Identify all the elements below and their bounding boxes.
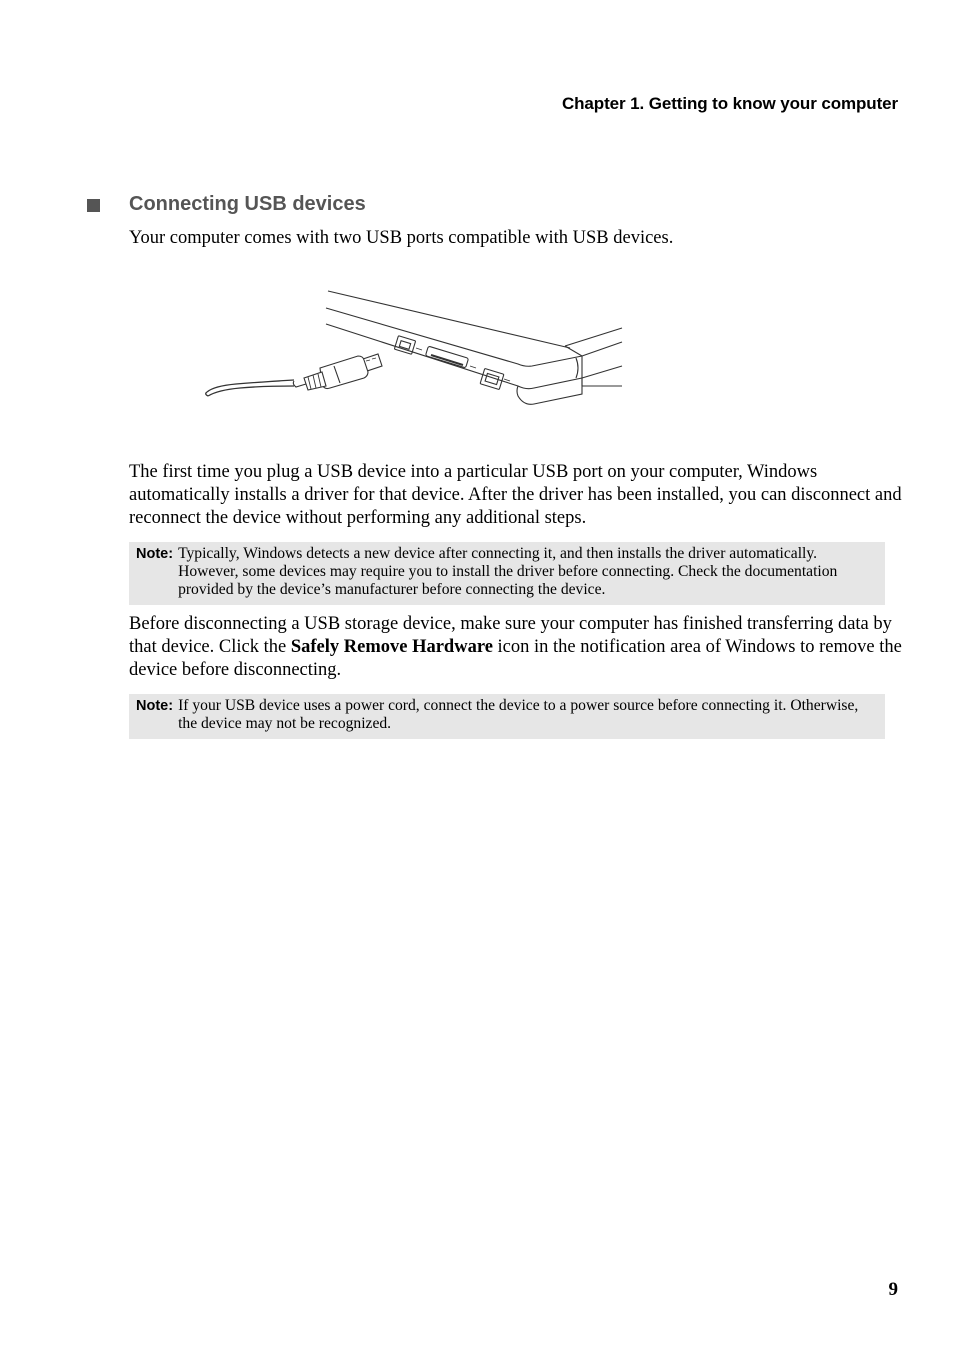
page-number: 9	[888, 1279, 898, 1300]
note-box-power	[129, 694, 885, 739]
first-plug-paragraph: The first time you plug a USB device into a particular USB port on your computer, Windows automatically installs a driver for that device. After the driver has been installed, you can disconnect and reconnect the device without performing any additional steps.	[129, 462, 902, 528]
paragraph-text: icon in the notification area of Windows to remove the device before disconnecting.	[129, 637, 902, 680]
disconnect-paragraph	[129, 613, 904, 682]
intro-paragraph: Your computer comes with two USB ports compatible with USB devices.	[129, 228, 674, 248]
chapter-header: Chapter 1. Getting to know your computer	[561, 94, 898, 113]
section-heading	[87, 193, 366, 216]
note-label: Note:	[136, 698, 174, 714]
paragraph-text: Before disconnecting a USB storage device, make sure your computer has finished transferring data by that device. Click the	[129, 614, 892, 657]
square-bullet-icon	[87, 199, 100, 212]
safely-remove-hardware-term: Safely Remove Hardware	[290, 637, 493, 657]
note-box-driver	[129, 542, 885, 605]
note-text: If your USB device uses a power cord, connect the device to a power source before connecting it. Otherwise, the device may not be recognized.	[178, 697, 859, 732]
section-heading-text: Connecting USB devices	[129, 193, 366, 215]
usb-connection-illustration	[200, 286, 630, 416]
note-label: Note:	[136, 546, 174, 562]
note-text: Typically, Windows detects a new device after connecting it, and then installs the driver automatically. However, some devices may require you to install the driver before connecting. Check the documentation provided by the device’s manufacturer before connecting the device.	[178, 545, 838, 598]
